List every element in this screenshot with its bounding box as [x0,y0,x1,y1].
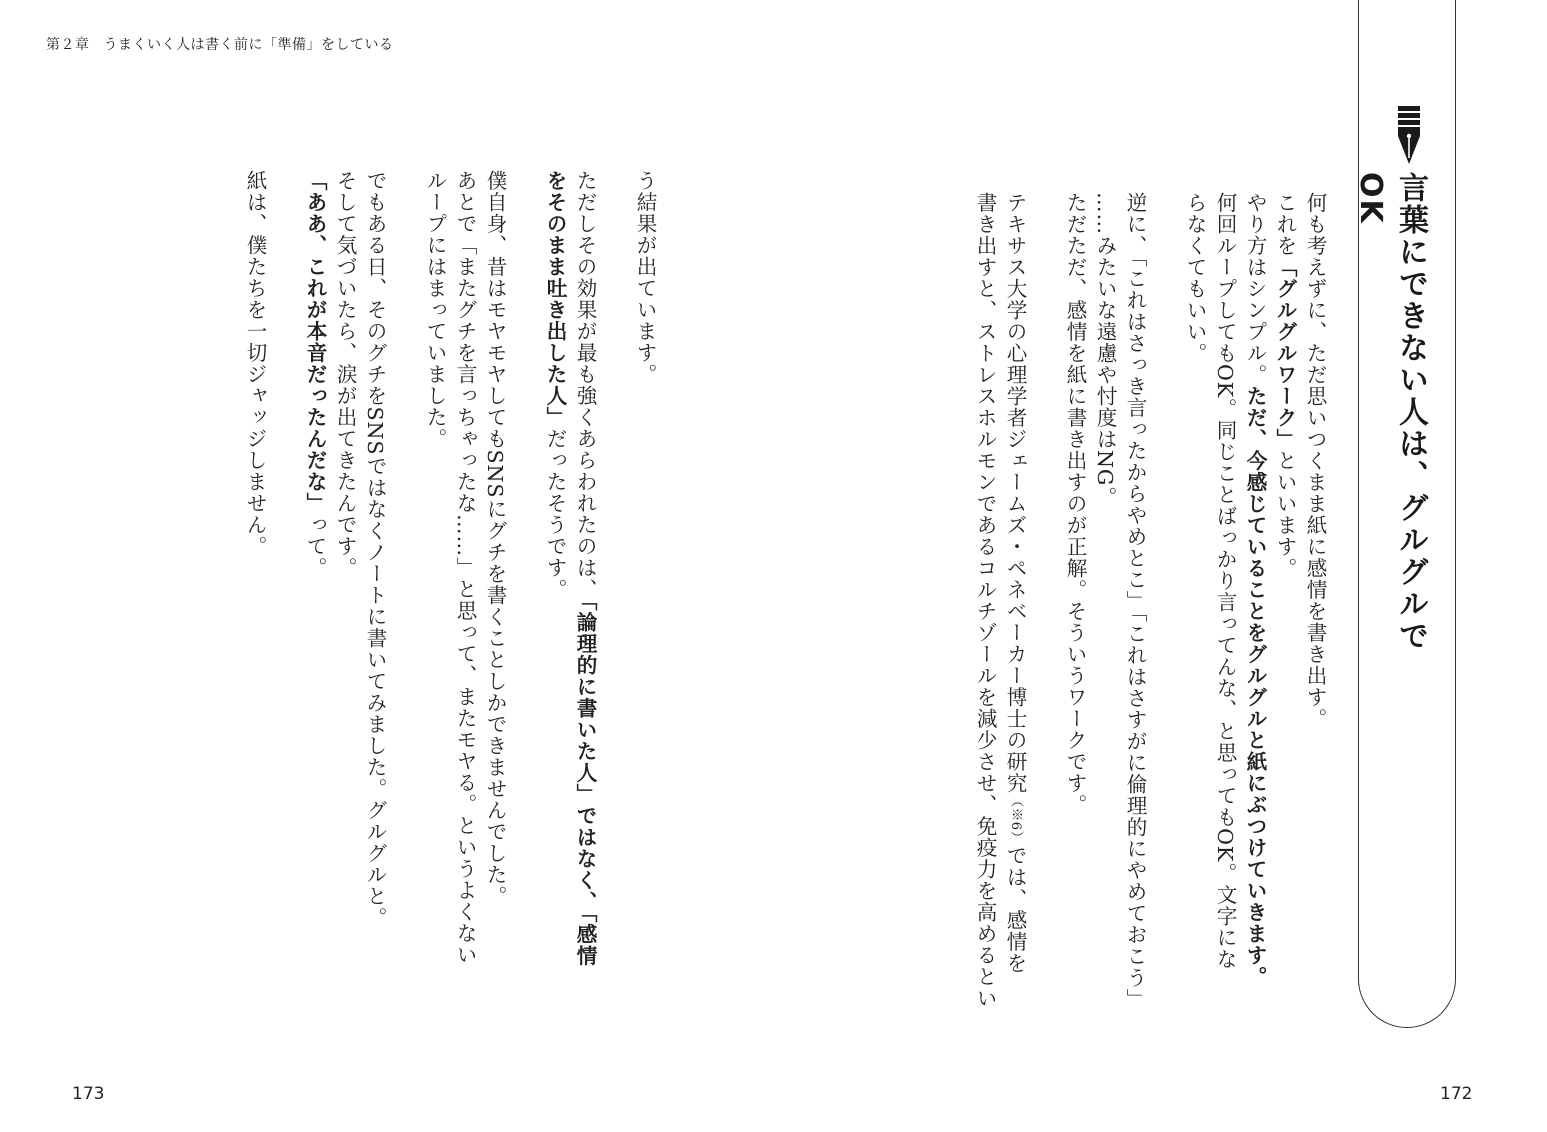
paragraph-3-continued: う結果が出ています。 [633,170,657,385]
paragraph-2-line-2: ……みたいな遠慮や忖度はNG。 [1093,192,1117,508]
paragraph-5-line-2: あとで「またグチを言っちゃったな……」と思って、またモヤる。というよくない [453,170,477,966]
left-page-body [110,170,660,990]
paragraph-2-line-3: ただただ、感情を紙に書き出すのが正解。そういうワークです。 [1063,192,1087,816]
paragraph-3-line-2: 書き出すと、ストレスホルモンであるコルチゾールを減少させ、免疫力を高めるとい [973,192,997,1009]
paragraph-5-line-1: 僕自身、昔はモヤモヤしてもSNSにグチを書くことしかできませんでした。 [483,170,507,907]
chapter-title: うまくいく人は書く前に「準備」をしている [103,37,394,53]
page-number-left: 173 [72,1084,105,1104]
chapter-number: 第２章 [46,37,90,53]
paragraph-6-line-2: そして気づいたら、涙が出てきたんです。 [333,170,357,579]
paragraph-1-line-5: らなくてもいい。 [1183,192,1207,364]
fountain-pen-nib-icon [1396,106,1422,164]
paragraph-2-line-1: 逆に、「これはさっき言ったからやめとこ」「これはさすがに倫理的にやめておこう」 [1123,192,1147,1010]
paragraph-break [1150,192,1180,1012]
paragraph-break [1030,192,1060,1012]
paragraph-1-line-1: 何も考えずに、ただ思いつくまま紙に感情を書き出す。 [1303,192,1327,730]
running-header [46,34,394,54]
section-heading: 言葉にできない人は、グルグルでOK [1353,172,1428,652]
paragraph-7-line-1: 紙は、僕たちを一切ジャッジしません。 [243,170,267,557]
emphasis-logical: 「論理的に書いた人」 [573,600,597,805]
paragraph-break [600,170,630,990]
paragraph-6-line-1: でもある日、そのグチをSNSではなくノートに書いてみました。グルグルと。 [363,170,387,929]
page-number-right: 172 [1440,1084,1473,1104]
paragraph-1-line-3: やり方はシンプル。ただ、今感じていることをグルグルと紙にぶつけていきます。 [1243,192,1267,988]
paragraph-break [390,170,420,990]
emphasis-true-feelings: 「ああ、これが本音だったんだな」 [303,170,327,514]
paragraph-break [270,170,300,990]
emphasis-emotional-start: 「感情 [573,912,597,967]
paragraph-1-line-2: これを「グルグルワーク」といいます。 [1273,192,1297,579]
paragraph-1-line-4: 何回ループしてもOK。同じことばっかり言ってんな、と思ってもOK。文字にな [1213,192,1237,970]
paragraph-break [510,170,540,990]
paragraph-6-line-3: 「ああ、これが本音だったんだな」って。 [303,170,327,579]
right-page-body [890,192,1330,1012]
paragraph-4-line-1: ただしその効果が最も強くあらわれたのは、「論理的に書いた人」ではなく、「感情 [573,170,597,967]
emphasis-emotional-end: をそのまま吐き出した人」 [543,170,567,428]
paragraph-5-line-3: ループにはまっていました。 [423,170,447,450]
paragraph-4-line-2: をそのまま吐き出した人」だったそうです。 [543,170,567,600]
term-guruguru-work: 「グルグルワーク」 [1273,256,1297,450]
emphasis-method: ただ、今感じていることをグルグルと紙にぶつけていきます。 [1243,385,1267,988]
paragraph-3-line-1: テキサス大学の心理学者ジェームズ・ペネベーカー博士の研究（※6）では、感情を [1003,192,1027,974]
footnote-ref: （※6） [1008,794,1023,845]
